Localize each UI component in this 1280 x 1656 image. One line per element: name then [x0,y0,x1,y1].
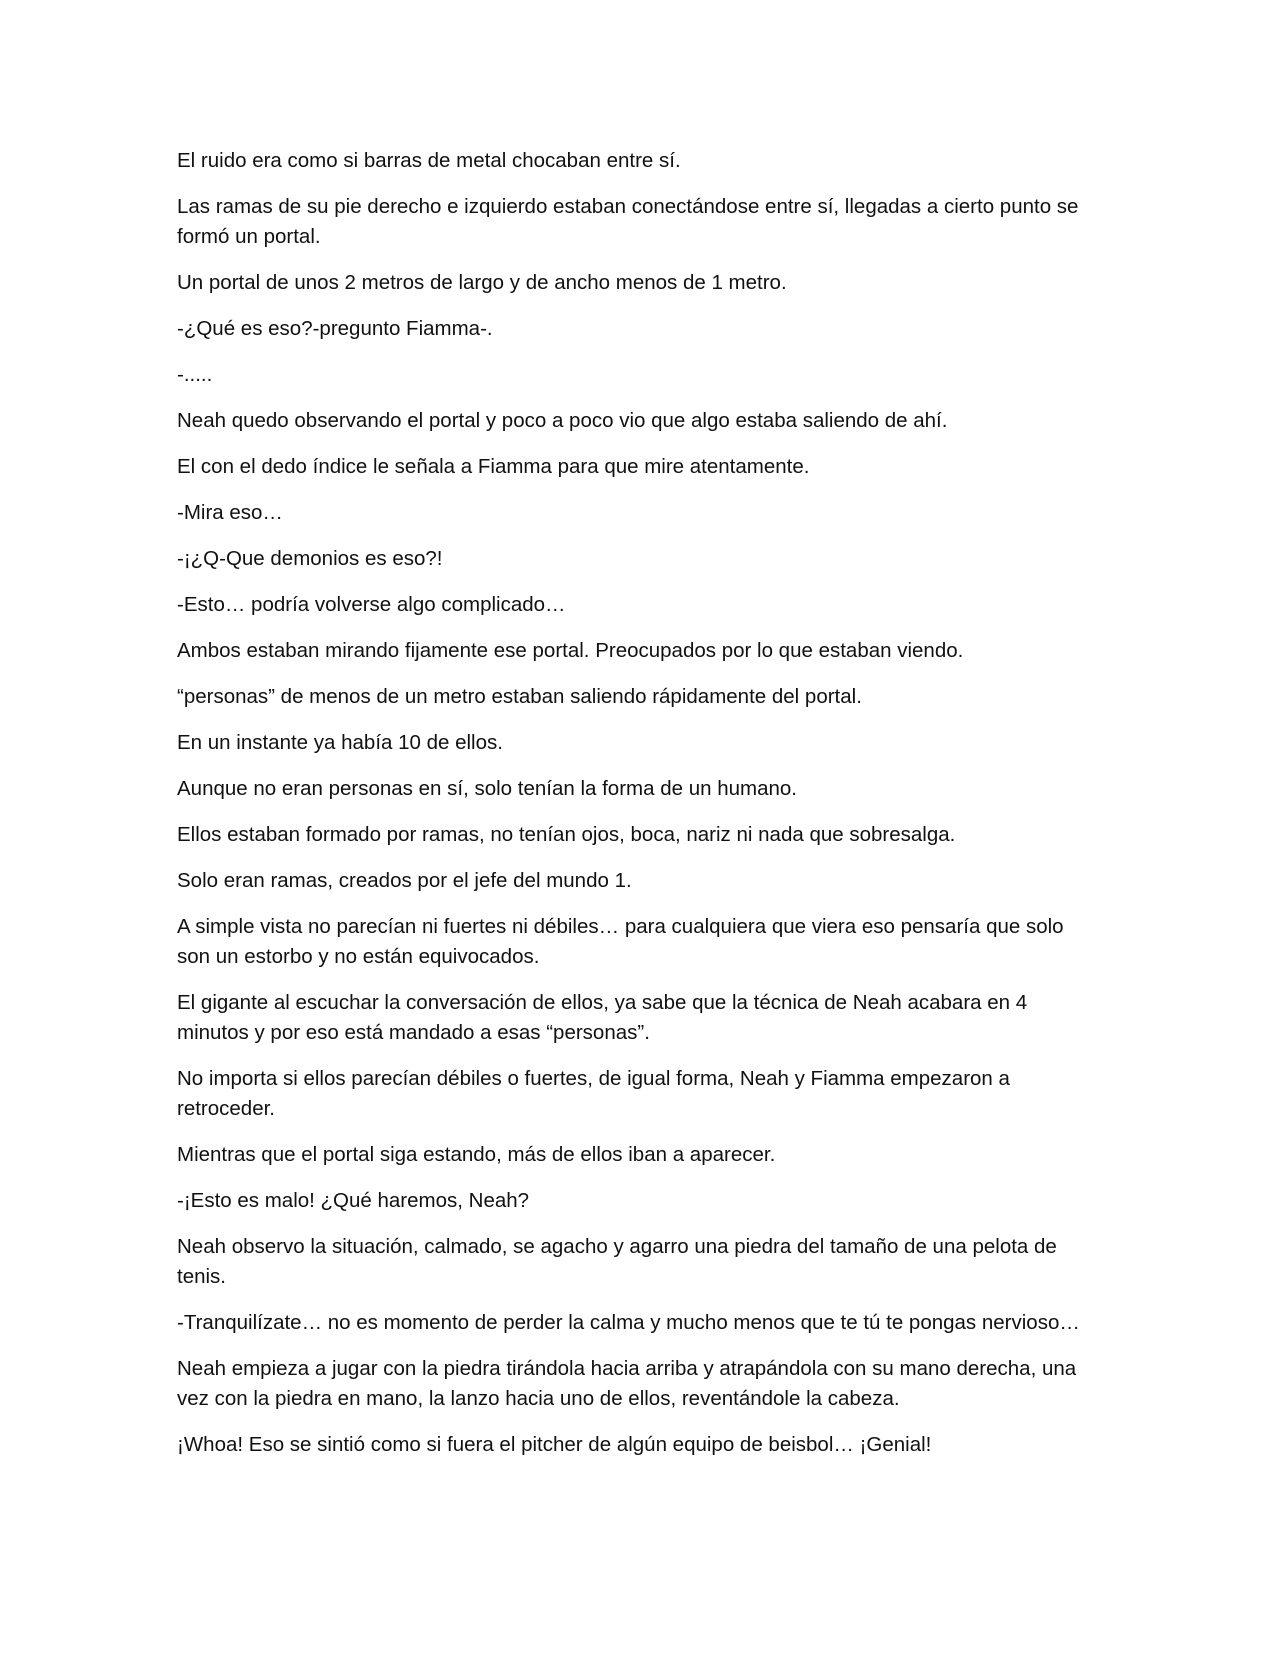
paragraph: El gigante al escuchar la conversación de ellos, ya sabe que la técnica de Neah acabara en 4 minutos y por eso está mandado a esas “personas”. [177,991,1033,1044]
paragraph: Neah quedo observando el portal y poco a poco vio que algo estaba saliendo de ahí. [177,409,948,432]
paragraph: Las ramas de su pie derecho e izquierdo estaban conectándose entre sí, llegadas a cierto punto se formó un portal. [177,195,1085,248]
dialogue-line: -Esto… podría volverse algo complicado… [177,593,566,616]
paragraph: En un instante ya había 10 de ellos. [177,731,503,754]
document-body [177,146,1102,1476]
paragraph: Ambos estaban mirando fijamente ese portal. Preocupados por lo que estaban viendo. [177,639,964,662]
paragraph: No importa si ellos parecían débiles o fuertes, de igual forma, Neah y Fiamma empezaron a retroceder. [177,1067,1016,1120]
dialogue-line: -Tranquilízate… no es momento de perder la calma y mucho menos que te tú te pongas nervioso… [177,1311,1080,1334]
dialogue-line: -Mira eso… [177,501,283,524]
paragraph: Mientras que el portal siga estando, más de ellos iban a aparecer. [177,1143,776,1166]
dialogue-line: -¿Qué es eso?-pregunto Fiamma-. [177,317,493,340]
paragraph: ¡Whoa! Eso se sintió como si fuera el pitcher de algún equipo de beisbol… ¡Genial! [177,1433,932,1456]
paragraph: Aunque no eran personas en sí, solo tenían la forma de un humano. [177,777,797,800]
paragraph: Solo eran ramas, creados por el jefe del mundo 1. [177,869,632,892]
paragraph: Un portal de unos 2 metros de largo y de ancho menos de 1 metro. [177,271,787,294]
paragraph: Neah observo la situación, calmado, se agacho y agarro una piedra del tamaño de una pelota de tenis. [177,1235,1063,1288]
paragraph: El con el dedo índice le señala a Fiamma para que mire atentamente. [177,455,810,478]
dialogue-line: -¡Esto es malo! ¿Qué haremos, Neah? [177,1189,530,1212]
paragraph: El ruido era como si barras de metal chocaban entre sí. [177,149,681,172]
dialogue-line: -..... [177,363,213,386]
paragraph: A simple vista no parecían ni fuertes ni débiles… para cualquiera que viera eso pensaría que solo son un estorbo y no están equivocados. [177,915,1070,968]
paragraph: Neah empieza a jugar con la piedra tirándola hacia arriba y atrapándola con su mano derecha, una vez con la piedra en mano, la lanzo hacia uno de ellos, reventándole la cabeza. [177,1357,1082,1410]
paragraph: “personas” de menos de un metro estaban saliendo rápidamente del portal. [177,685,862,708]
paragraph: Ellos estaban formado por ramas, no tenían ojos, boca, nariz ni nada que sobresalga. [177,823,956,846]
dialogue-line: -¡¿Q-Que demonios es eso?! [177,547,443,570]
